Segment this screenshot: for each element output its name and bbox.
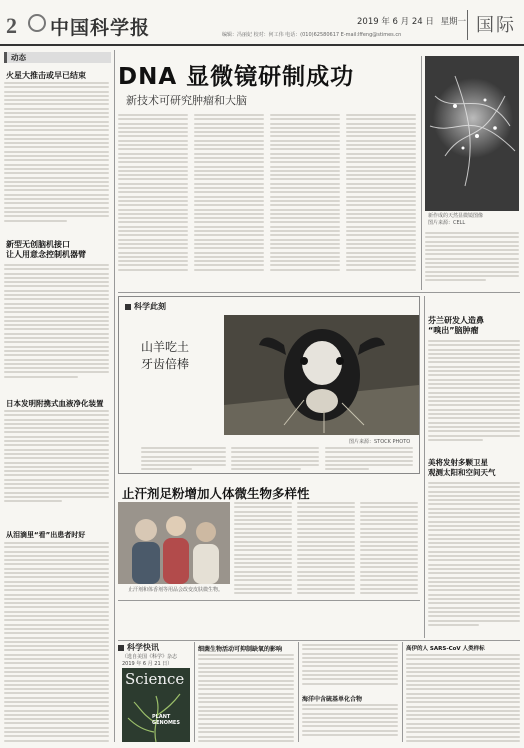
header-date (357, 15, 466, 27)
column-rule (298, 642, 299, 742)
section-rule (118, 640, 520, 641)
section-name: 国际 (476, 15, 516, 36)
goat-photo (224, 315, 419, 435)
article-body (4, 264, 109, 380)
right-top-body (425, 232, 519, 290)
article-body (428, 340, 520, 443)
main-story-subtitle: 新技术可研究肿瘤和大脑 (126, 94, 247, 107)
headline-tears: 从泪滴里“看”出患者时好 (6, 531, 86, 539)
science-express-subtitle: （选自美国《科学》杂志 2019 年 6 月 21 日） (122, 654, 178, 667)
cover-title: Science (125, 670, 185, 688)
microscope-artwork (425, 56, 519, 211)
article-body (4, 542, 109, 742)
goat-illustration (224, 315, 419, 435)
section-rule (118, 292, 520, 293)
cover-subtitle: PLANT GENOMES (152, 714, 180, 726)
express-headline: 高伊的人 SARS-CoV 人类样标 (406, 646, 485, 652)
express-headline: 细菌生物活动可抑制缺氧的影响 (198, 646, 283, 653)
express-body (406, 654, 520, 742)
weekday-text: 星期一 (440, 17, 467, 27)
science-box (118, 296, 420, 474)
microscope-caption: 新作成的天然显微镜图像 图片来源：CELL (428, 213, 484, 226)
section-label-dynamic: 动态 (4, 52, 111, 63)
science-box-label: 科学此刻 (125, 301, 166, 312)
right-column (428, 296, 522, 638)
headline-nose: 芬兰研发人造鼻 “嗅出”脑肿瘤 (428, 316, 484, 335)
header-contact: 编辑：冯丽妃 校对：何工伟 电话：(010)62580617 E-mail:lffeng@stimes.cn (222, 32, 402, 38)
column-rule (194, 642, 195, 742)
science-cover (122, 668, 190, 742)
column-rule (424, 296, 425, 638)
bottom-story-body (234, 502, 420, 598)
science-box-body (231, 447, 319, 473)
dna-microscope-image (425, 56, 519, 211)
people-illustration (118, 502, 230, 584)
masthead-title: 中国科学报 (50, 17, 151, 39)
title-line: 山羊吃土 (141, 340, 190, 354)
headline-mars: 火星大推击或早已结束 (6, 71, 86, 80)
square-bullet-icon (118, 645, 124, 651)
science-express-label: 科学快讯 (118, 642, 159, 653)
column-rule (114, 50, 115, 742)
masthead-icon (28, 14, 46, 32)
bottom-story-title: 止汗剂足粉增加人体微生物多样性 (122, 486, 310, 501)
headline-satellite: 美将发射多颗卫星 观测太阳和空间天气 (428, 458, 496, 477)
section-divider (467, 10, 468, 40)
column-rule (421, 56, 422, 290)
science-box-body (325, 447, 413, 473)
header-bar (0, 0, 524, 46)
headline-bci: 新型无创脑机接口 让人用意念控制机器臂 (6, 240, 86, 259)
left-column (4, 50, 111, 742)
photo-credit: 图片来源：STOCK PHOTO (349, 439, 411, 445)
headline-blood: 日本发明附携式血液净化装置 (6, 399, 104, 408)
main-story-title: DNA 显微镜研制成功 (118, 64, 355, 90)
section-rule (118, 600, 420, 601)
science-box-body (141, 447, 226, 473)
people-caption: 止汗剂和体香剂等用品会改变皮肤微生物。 (128, 587, 224, 593)
article-body (4, 410, 109, 505)
science-box-title (141, 339, 189, 373)
article-body (4, 82, 109, 224)
column-rule (402, 642, 403, 742)
cover-plant-art (122, 668, 190, 742)
express-body (302, 644, 398, 690)
date-text: 2019 年 6 月 24 日 (357, 17, 434, 27)
title-line: 牙齿倍棒 (141, 357, 190, 371)
article-body (428, 482, 520, 628)
page-number: 2 (6, 13, 17, 38)
express-body (302, 704, 398, 742)
express-headline: 海洋中含硫基单化合物 (302, 696, 363, 703)
people-photo (118, 502, 230, 584)
main-story-body (118, 114, 418, 286)
express-body (198, 654, 294, 742)
square-bullet-icon (125, 304, 131, 310)
